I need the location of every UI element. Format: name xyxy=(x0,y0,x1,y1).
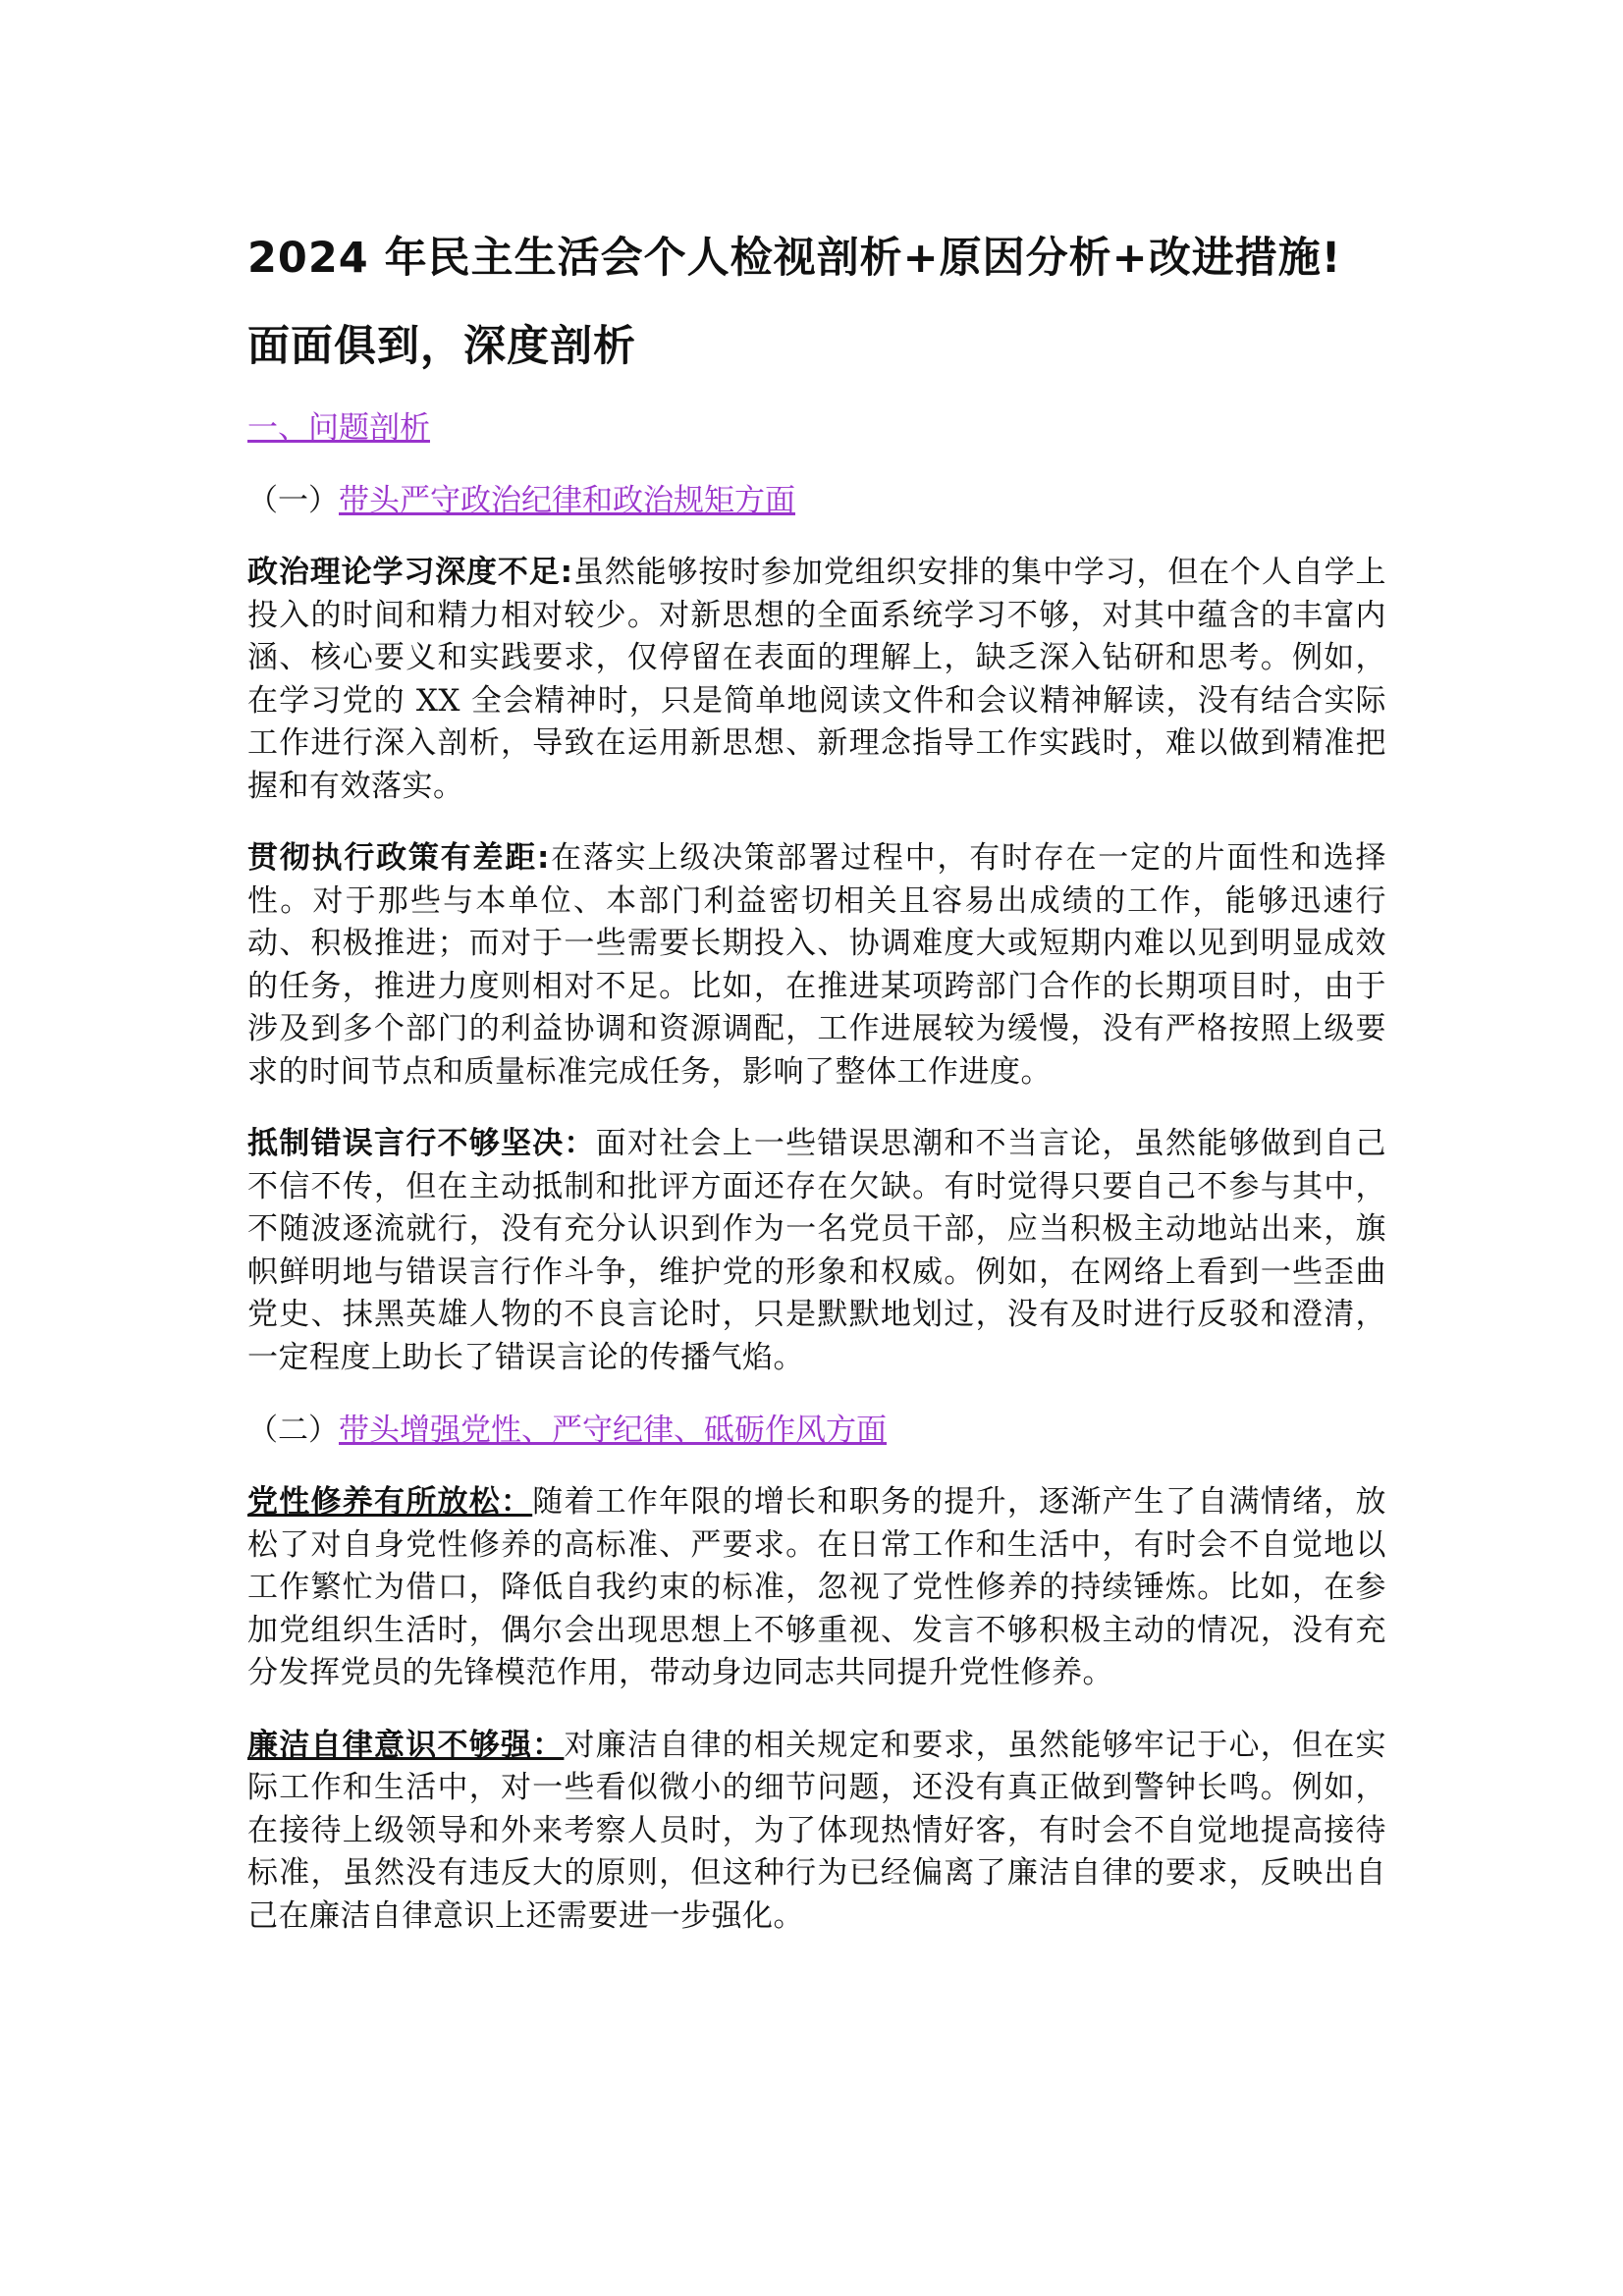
subsection-heading-1 xyxy=(247,479,1386,522)
paragraph-text: 虽然能够按时参加党组织安排的集中学习，但在个人自学上投入的时间和精力相对较少。对新思想的全面系统学习不够，对其中蕴含的丰富内涵、核心要义和实践要求，仅停留在表面的理解上，缺乏深入钻研和思考。例如，在学习党的 XX 全会精神时，只是简单地阅读文件和会议精神解读，没有结合实际工作进行深入剖析，导致在运用新思想、新理念指导工作实践时，难以做到精准把握和有效落实。 xyxy=(247,555,1387,804)
subsection-heading-2 xyxy=(247,1409,1386,1452)
paragraph-integrity xyxy=(247,1725,1386,1939)
subsection-prefix-2: （二） xyxy=(247,1413,339,1448)
paragraph-policy-execution xyxy=(247,837,1386,1094)
paragraph-party-spirit xyxy=(247,1481,1386,1695)
paragraph-theory-study xyxy=(247,552,1386,808)
title-line-1: 2024 年民主生活会个人检视剖析+原因分析+改进措施! xyxy=(247,234,1342,283)
paragraph-lead: 党性修养有所放松： xyxy=(247,1484,533,1520)
subsection-link-party-spirit[interactable]: 带头增强党性、严守纪律、砥砺作风方面 xyxy=(339,1413,887,1448)
paragraph-lead: 贯彻执行政策有差距: xyxy=(247,840,550,876)
document-title xyxy=(247,214,1386,391)
section-link-problem-analysis[interactable]: 一、问题剖析 xyxy=(247,410,430,446)
paragraph-lead: 政治理论学习深度不足: xyxy=(247,555,573,590)
subsection-link-political-discipline[interactable]: 带头严守政治纪律和政治规矩方面 xyxy=(339,483,795,518)
title-line-2: 面面俱到，深度剖析 xyxy=(247,322,636,371)
paragraph-lead: 廉洁自律意识不够强： xyxy=(247,1727,565,1763)
document-page xyxy=(247,214,1386,1967)
section-heading-problem-analysis xyxy=(247,406,1386,450)
subsection-prefix-1: （一） xyxy=(247,483,339,518)
paragraph-text: 面对社会上一些错误思潮和不当言论，虽然能够做到自己不信不传，但在主动抵制和批评方面还存在欠缺。有时觉得只要自己不参与其中，不随波逐流就行，没有充分认识到作为一名党员干部，应当积极主动地站出来，旗帜鲜明地与错误言行作斗争，维护党的形象和权威。例如，在网络上看到一些歪曲党史、抹黑英雄人物的不良言论时，只是默默地划过，没有及时进行反驳和澄清，一定程度上助长了错误言论的传播气焰。 xyxy=(247,1126,1386,1375)
paragraph-lead: 抵制错误言行不够坚决： xyxy=(247,1126,596,1161)
paragraph-text: 在落实上级决策部署过程中，有时存在一定的片面性和选择性。对于那些与本单位、本部门利益密切相关且容易出成绩的工作，能够迅速行动、积极推进；而对于一些需要长期投入、协调难度大或短期内难以见到明显成效的任务，推进力度则相对不足。比如，在推进某项跨部门合作的长期项目时，由于涉及到多个部门的利益协调和资源调配，工作进展较为缓慢，没有严格按照上级要求的时间节点和质量标准完成任务，影响了整体工作进度。 xyxy=(247,840,1386,1090)
paragraph-resist-wrong-speech xyxy=(247,1123,1386,1379)
paragraph-text: 对廉洁自律的相关规定和要求，虽然能够牢记于心，但在实际工作和生活中，对一些看似微小的细节问题，还没有真正做到警钟长鸣。例如，在接待上级领导和外来考察人员时，为了体现热情好客，有时会不自觉地提高接待标准，虽然没有违反大的原则，但这种行为已经偏离了廉洁自律的要求，反映出自己在廉洁自律意识上还需要进一步强化。 xyxy=(247,1727,1387,1934)
paragraph-text: 随着工作年限的增长和职务的提升，逐渐产生了自满情绪，放松了对自身党性修养的高标准、严要求。在日常工作和生活中，有时会不自觉地以工作繁忙为借口，降低自我约束的标准，忽视了党性修养的持续锤炼。比如，在参加党组织生活时，偶尔会出现思想上不够重视、发言不够积极主动的情况，没有充分发挥党员的先锋模范作用，带动身边同志共同提升党性修养。 xyxy=(247,1484,1386,1690)
